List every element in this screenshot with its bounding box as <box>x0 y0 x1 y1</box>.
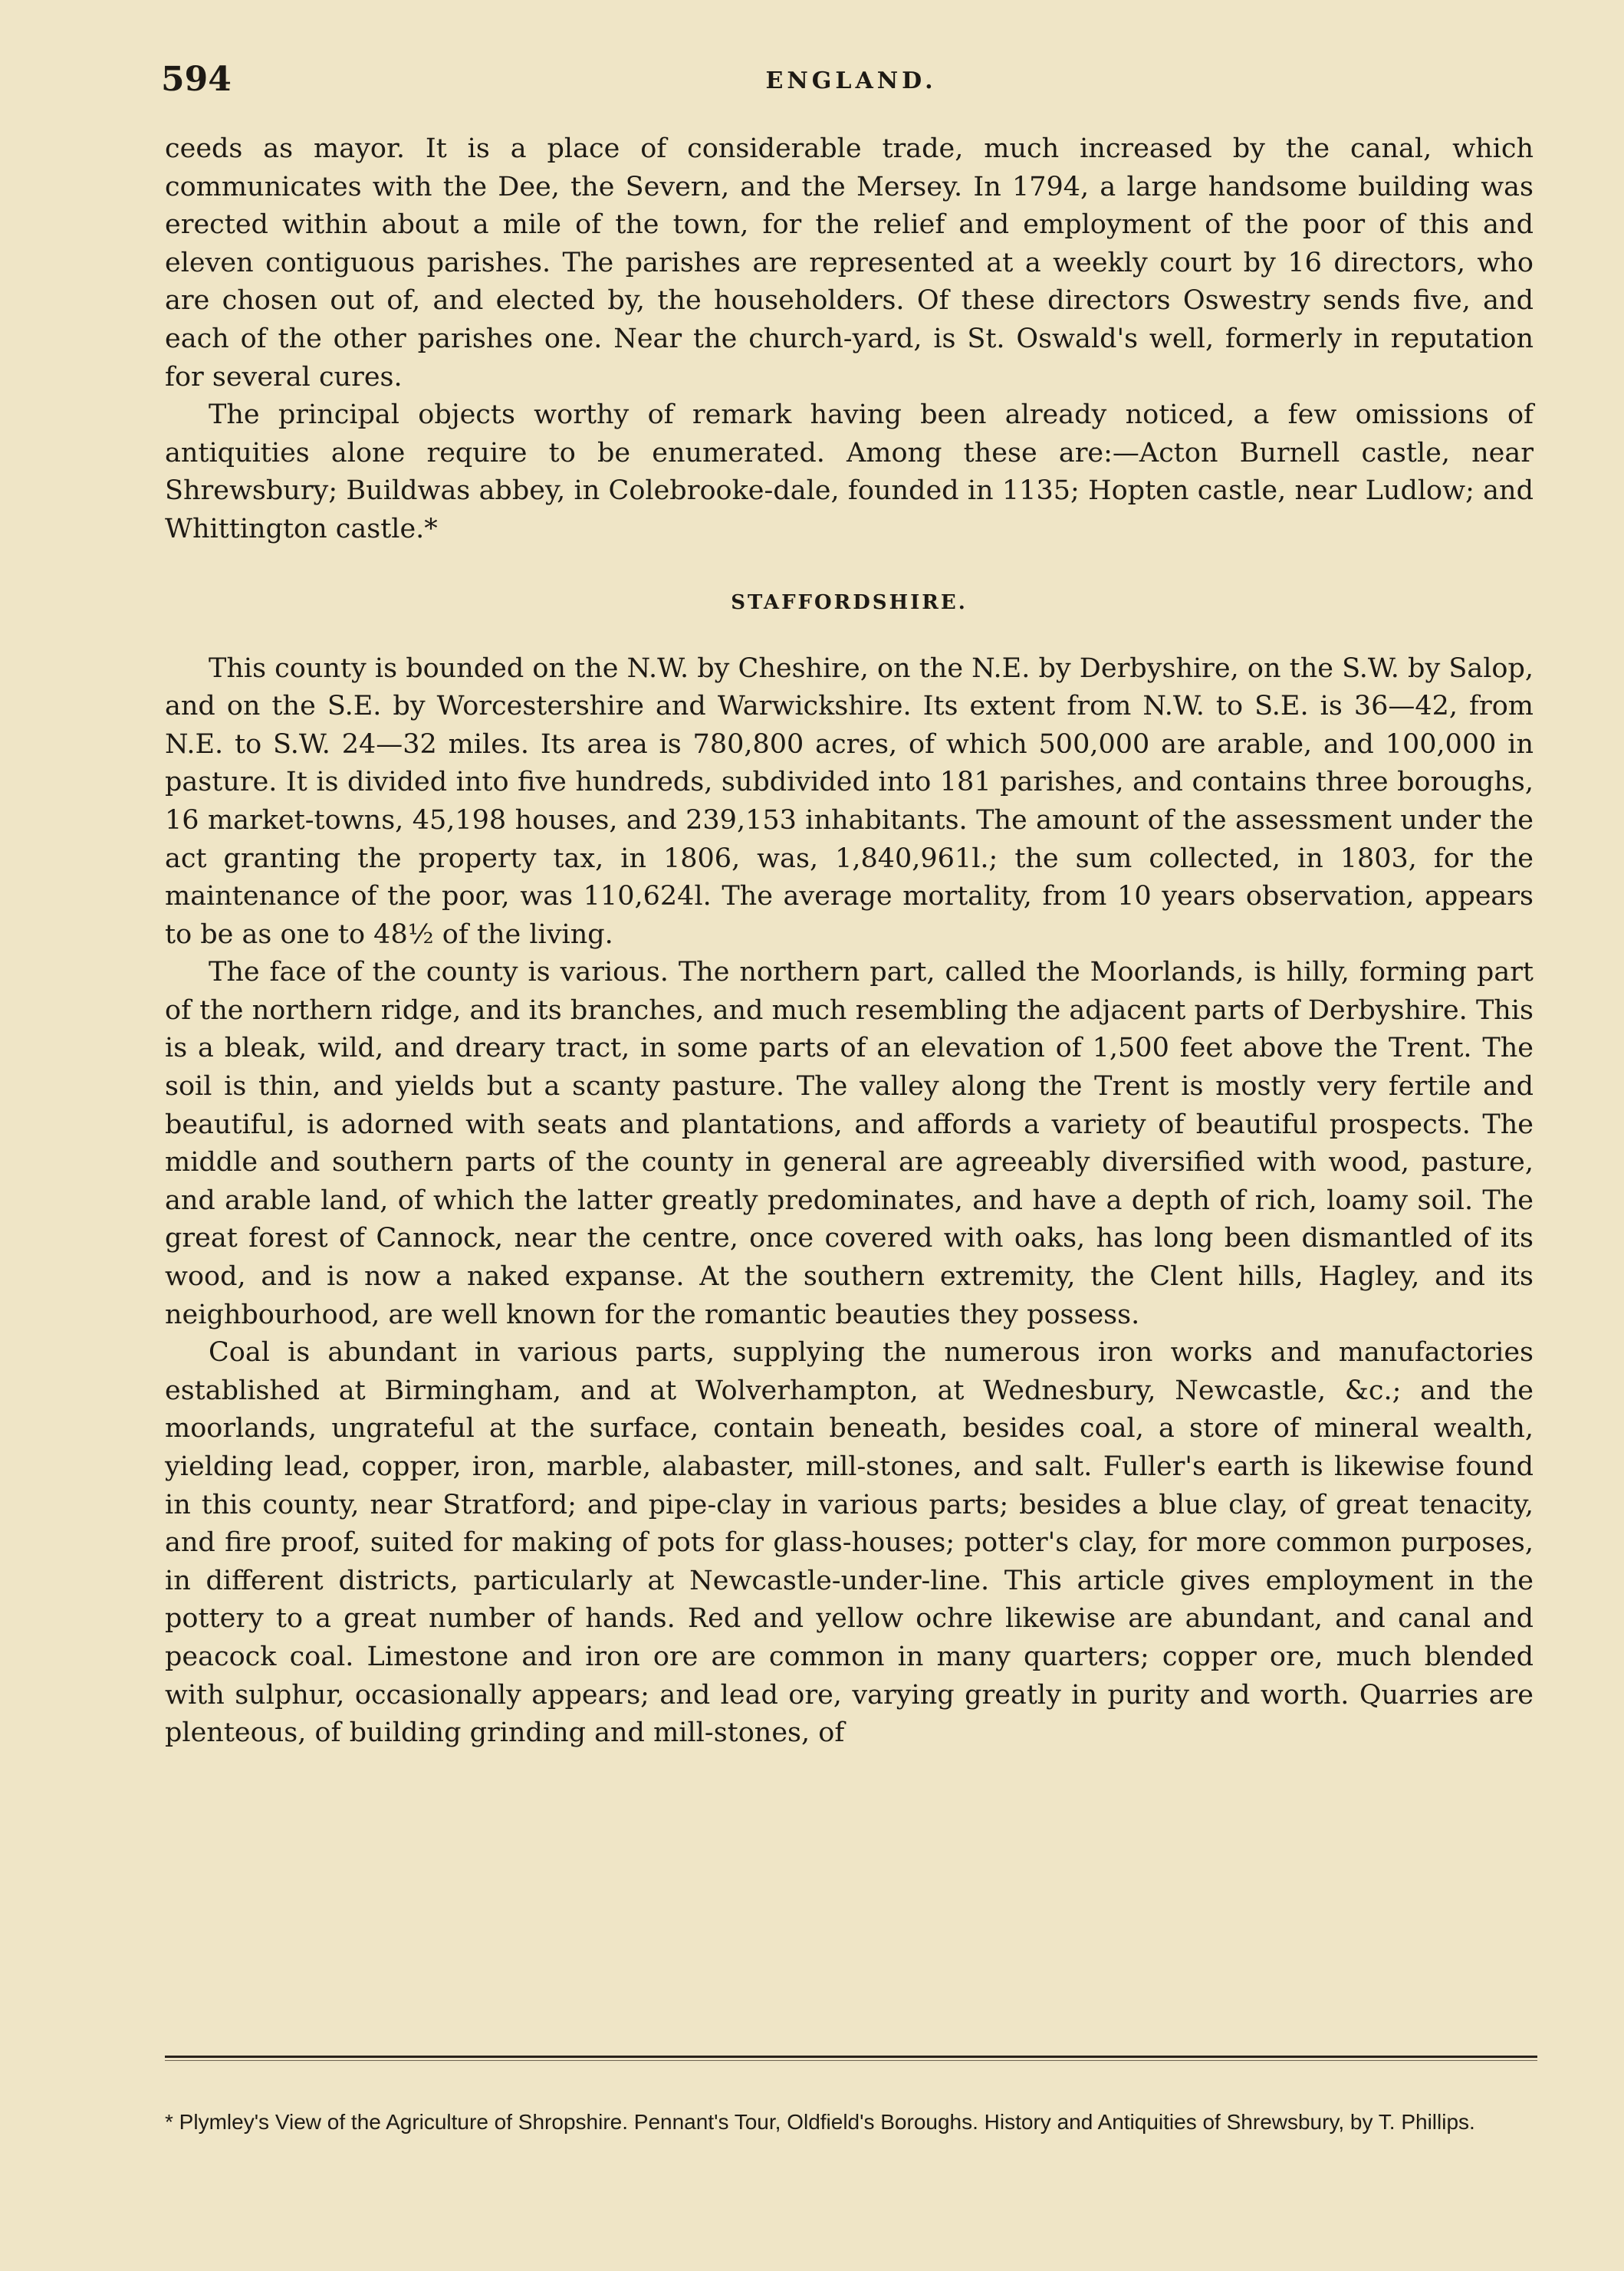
body-text <box>165 130 1534 1753</box>
footnote-rule-thin <box>165 2060 1537 2061</box>
paragraph-shropshire-continued: ceeds as mayor. It is a place of considerable trade, much increased by the canal, which communicates with the Dee, the Severn, and the Mersey. In 1794, a large handsome building was erected within about a mile of the town, for the relief and employment of the poor of this and eleven contiguous parishes. The parishes are represented at a weekly court by 16 directors, who are chosen out of, and elected by, the householders. Of these directors Oswestry sends five, and each of the other parishes one. Near the church-yard, is St. Oswald's well, formerly in reputation for several cures. <box>165 133 1534 393</box>
page-header <box>161 60 1541 106</box>
paragraph-antiquities: The principal objects worthy of remark having been already noticed, a few omissions of antiquities alone require to be enumerated. Among these are:—Acton Burnell castle, near Shrewsbury; Buildwas abbey, in Colebrooke-dale, founded in 1135; Hopten castle, near Ludlow; and Whittington castle.* <box>165 399 1534 544</box>
footnote-rule <box>165 2056 1537 2058</box>
footnote-text: * Plymley's View of the Agriculture of Shropshire. Pennant's Tour, Oldfield's Boroughs. History and Antiquities of Shrewsbury, by T. Phillips. <box>165 2110 1475 2134</box>
section-heading: STAFFORDSHIRE. <box>731 590 968 614</box>
paragraph-minerals: Coal is abundant in various parts, supplying the numerous iron works and manufactories established at Birmingham, and at Wolverhampton, at Wednesbury, Newcastle, &c.; and the moorlands, ungrateful at the surface, contain beneath, besides coal, a store of mineral wealth, yielding lead, copper, iron, marble, alabaster, mill-stones, and salt. Fuller's earth is likewise found in this county, near Stratford; and pipe-clay in various parts; besides a blue clay, of great tenacity, and fire proof, suited for making of pots for glass-houses; potter's clay, for more common purposes, in different districts, particularly at Newcastle-under-line. This article gives employment in the pottery to a great number of hands. Red and yellow ochre likewise are abundant, and canal and peacock coal. Limestone and iron ore are common in many quarters; copper ore, much blended with sulphur, occasionally appears; and lead ore, varying greatly in purity and worth. Quarries are plenteous, of building grinding and mill-stones, of <box>165 1337 1534 1749</box>
paragraph-boundaries: This county is bounded on the N.W. by Cheshire, on the N.E. by Derbyshire, on the S.W. by Salop, and on the S.E. by Worcestershire and Warwickshire. Its extent from N.W. to S.E. is 36—42, from N.E. to S.W. 24—32 miles. Its area is 780,800 acres, of which 500,000 are arable, and 100,000 in pasture. It is divided into five hundreds, subdivided into 181 parishes, and contains three boroughs, 16 market-towns, 45,198 houses, and 239,153 inhabitants. The amount of the assessment under the act granting the property tax, in 1806, was, 1,840,961l.; the sum collected, in 1803, for the maintenance of the poor, was 110,624l. The average mortality, from 10 years observation, appears to be as one to 48½ of the living. <box>165 652 1534 950</box>
footnote <box>165 2110 1534 2135</box>
paragraph-face-of-county: The face of the county is various. The northern part, called the Moorlands, is hilly, forming part of the northern ridge, and its branches, and much resembling the adjacent parts of Derbyshire. This is a bleak, wild, and dreary tract, in some parts of an elevation of 1,500 feet above the Trent. The soil is thin, and yields but a scanty pasture. The valley along the Trent is mostly very fertile and beautiful, is adorned with seats and plantations, and affords a variety of beautiful prospects. The middle and southern parts of the county in general are agreeably diversified with wood, pasture, and arable land, of which the latter greatly predominates, and have a depth of rich, loamy soil. The great forest of Cannock, near the centre, once covered with oaks, has long been dismantled of its wood, and is now a naked expanse. At the southern extremity, the Clent hills, Hagley, and its neighbourhood, are well known for the romantic beauties they possess. <box>165 957 1534 1330</box>
page-number: 594 <box>161 60 232 99</box>
running-head: ENGLAND. <box>765 67 937 94</box>
